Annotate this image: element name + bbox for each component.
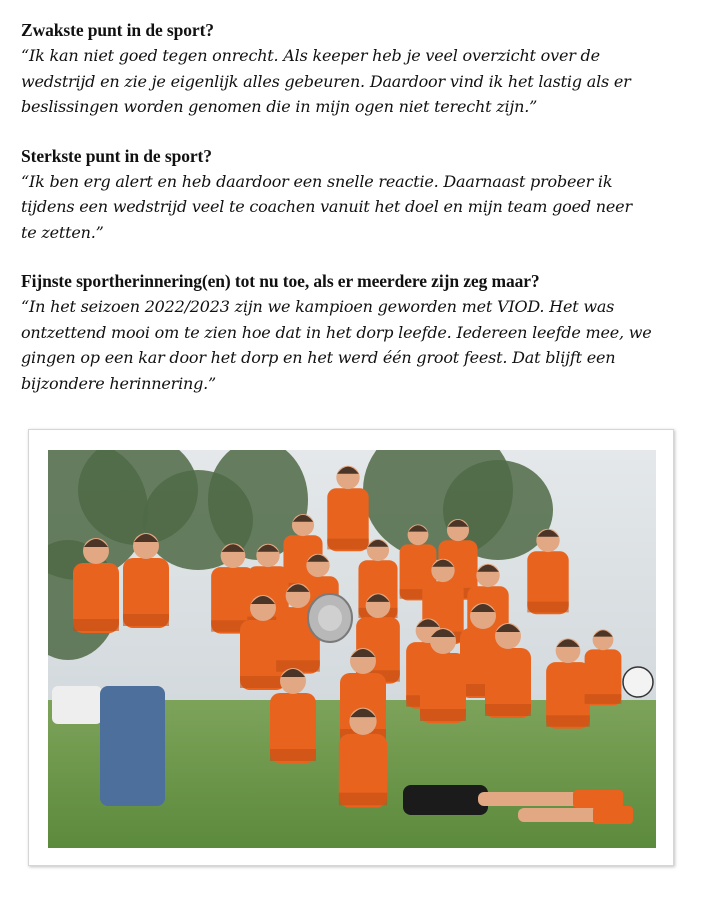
trophy-center bbox=[318, 605, 342, 631]
question-heading: Fijnste sportherinnering(en) tot nu toe, als er meerdere zijn zeg maar? bbox=[21, 271, 540, 291]
shirt-shade bbox=[527, 602, 568, 613]
question-heading: Zwakste punt in de sport? bbox=[21, 20, 214, 40]
answer-line: beslissingen worden genomen die in mijn ogen niet terecht zijn.” bbox=[21, 97, 538, 116]
team-photo-illustration bbox=[48, 450, 656, 848]
shirt-shade bbox=[240, 676, 286, 688]
white-shorts bbox=[52, 686, 102, 724]
orange-sock bbox=[593, 806, 633, 824]
shirt-shade bbox=[270, 749, 316, 761]
answer-line: ontzettend mooi om te zien hoe dat in het dorp leefde. Iedereen leefde mee, we bbox=[21, 322, 652, 342]
section-best-memory bbox=[21, 269, 681, 396]
answer-line: “In het seizoen 2022/2023 zijn we kampioen geworden met VIOD. Het was bbox=[21, 297, 615, 316]
orange-sock bbox=[573, 790, 623, 808]
jeans bbox=[100, 686, 165, 806]
answer-line: te zetten.” bbox=[21, 222, 104, 242]
team-celebration-photo bbox=[48, 450, 656, 848]
shirt-shade bbox=[123, 614, 169, 626]
shirt-shade bbox=[585, 694, 622, 704]
interview-text bbox=[21, 18, 681, 420]
answer-line: “Ik ben erg alert en heb daardoor een snelle reactie. Daarnaast probeer ik bbox=[21, 171, 613, 191]
section-strongest-point bbox=[21, 144, 681, 246]
black-shorts bbox=[403, 785, 488, 815]
shirt-shade bbox=[327, 539, 368, 550]
question-heading: Sterkste punt in de sport? bbox=[21, 145, 212, 166]
shirt-shade bbox=[485, 704, 531, 716]
answer-line: gingen op een kar door het dorp en het werd één groot feest. Dat blijft een bbox=[21, 348, 616, 367]
football bbox=[623, 667, 653, 697]
section-weakest-point bbox=[21, 18, 681, 120]
shirt-shade bbox=[73, 619, 119, 631]
answer-line: bijzondere herinnering.” bbox=[21, 373, 216, 393]
answer-line: “Ik kan niet goed tegen onrecht. Als keeper heb je veel overzicht over de bbox=[21, 46, 600, 65]
shirt-shade bbox=[339, 793, 387, 806]
shirt-shade bbox=[420, 709, 466, 721]
answer-line: tijdens een wedstrijd veel te coachen vanuit het doel en mijn team goed neer bbox=[21, 197, 632, 216]
shirt-shade bbox=[546, 715, 590, 726]
photo-frame bbox=[28, 429, 674, 866]
answer-line: wedstrijd en zie je eigenlijk alles gebeuren. Daardoor vind ik het lastig als er bbox=[21, 71, 631, 91]
